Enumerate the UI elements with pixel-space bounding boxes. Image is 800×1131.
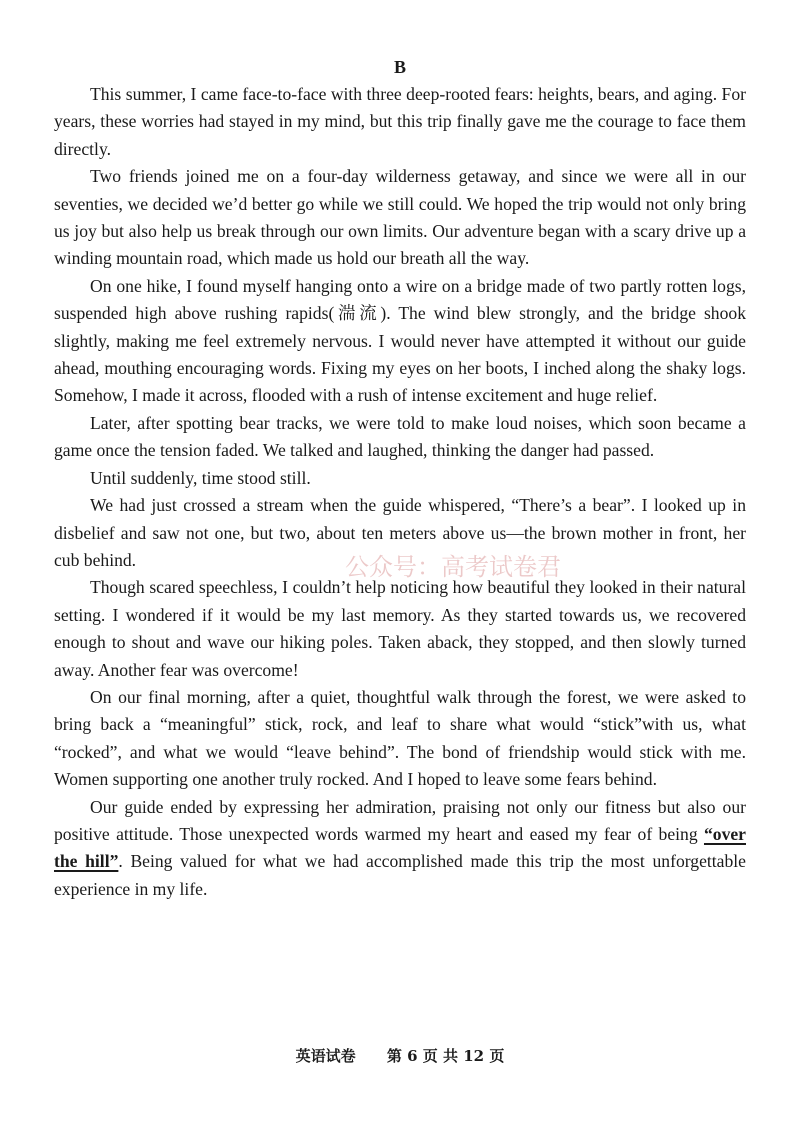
paragraph: On our final morning, after a quiet, thoughtful walk through the forest, we were asked to bring back a “meaningful” stick, rock, and leaf to share what would “stick”with us, what “rocked”, and what we would “leave behind”. The bond of friendship would stick with me. Women supporting one another truly rocked. And I hoped to leave some fears behind. — [54, 686, 746, 790]
last-paragraph-before: Our guide ended by expressing her admiration, praising not only our fitness but also our positive attitude. Those unexpected words warmed my heart and eased my fear of being — [54, 796, 746, 844]
section-label: B — [393, 57, 406, 77]
underlined-phrase: “over the hill” — [54, 823, 746, 872]
paragraph: Later, after spotting bear tracks, we were told to make loud noises, which soon became a game once the tension faded. We talked and laughed, thinking the danger had passed. — [54, 412, 746, 461]
last-paragraph-after: . Being valued for what we had accomplished made this trip the most unforgettable experience in my life. — [54, 851, 746, 899]
page-footer — [0, 1046, 800, 1066]
paragraph: This summer, I came face-to-face with three deep-rooted fears: heights, bears, and aging. For years, these worries had stayed in my mind, but this trip finally gave me the courage to face them directly. — [54, 84, 746, 159]
paragraph: We had just crossed a stream when the guide whispered, “There’s a bear”. I looked up in disbelief and saw not one, but two, about ten meters above us—the brown mother in front, her cub behind. — [54, 495, 746, 570]
paragraph: Two friends joined me on a four-day wilderness getaway, and since we were all in our seventies, we decided we’d better go while we still could. We hoped the trip would not only bring us joy but also help us break through our own limits. Our adventure began with a scary drive up a winding mountain road, which made us hold our breath all the way. — [54, 166, 746, 269]
paragraph: On one hike, I found myself hanging onto a wire on a bridge made of two partly rotten logs, suspended high above rushing rapids(湍流). The wind blew strongly, and the bridge shook slightly, making me feel extremely nervous. I would never have attempted it without our guide ahead, mouthing encouraging words. Fixing my eyes on her boots, I inched along the shaky logs. Somehow, I made it across, flooded with a rush of intense excitement and huge relief. — [54, 275, 746, 406]
paragraph: Though scared speechless, I couldn’t help noticing how beautiful they looked in their natural setting. I wondered if it would be my last memory. As they started towards us, we recovered enough to shout and wave our hiking poles. Taken aback, they stopped, and then slowly turned away. Another fear was overcome! — [54, 577, 746, 680]
footer-subject: 英语试卷 — [295, 1047, 356, 1065]
passage-body — [54, 81, 746, 903]
paragraph: Until suddenly, time stood still. — [90, 467, 311, 488]
watermark: 公众号：高考试卷君 — [345, 553, 561, 581]
last-paragraph — [54, 794, 746, 904]
footer-page-info: 第 6 页 共 12 页 — [386, 1047, 505, 1065]
